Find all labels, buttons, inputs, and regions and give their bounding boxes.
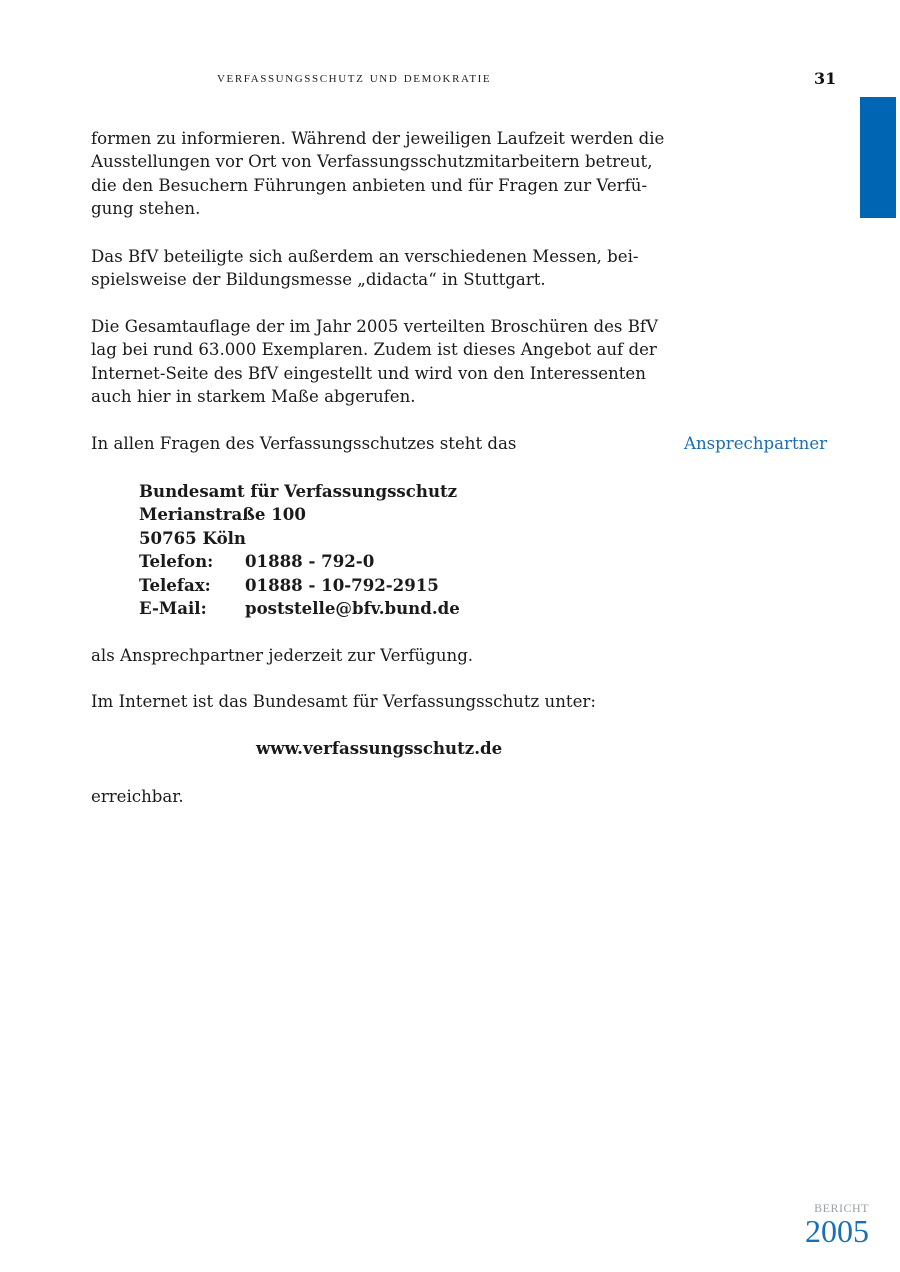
email-row	[139, 597, 460, 620]
text-line: Ausstellungen vor Ort von Verfassungsschutzmitarbeitern betreut,	[91, 152, 653, 172]
phone-label: Telefon:	[139, 551, 214, 572]
paragraph-contact-outro	[91, 644, 671, 667]
running-title: verfassungsschutz und demokratie	[217, 70, 492, 86]
text-line: als Ansprechpartner jederzeit zur Verfügung.	[91, 646, 474, 665]
fax-label: Telefax:	[139, 574, 211, 595]
email-label: E-Mail:	[139, 598, 207, 619]
text-line: Im Internet ist das Bundesamt für Verfassungsschutz unter:	[91, 692, 596, 711]
page-number: 31	[814, 69, 837, 88]
text-line: Internet-Seite des BfV eingestellt und wird von den Interessenten	[91, 363, 646, 383]
fax-number: 01888 - 10-792-2915	[245, 574, 439, 595]
text-line: Das BfV beteiligte sich außerdem an verschiedenen Messen, bei-	[91, 247, 639, 266]
paragraph-contact-intro	[91, 432, 671, 455]
email-address: poststelle@bfv.bund.de	[245, 598, 460, 619]
text-line: gung stehen.	[91, 199, 201, 219]
text-line: spielsweise der Bildungsmesse „didacta“ in Stuttgart.	[91, 270, 546, 290]
paragraph-brochures	[91, 315, 671, 409]
website-url: www.verfassungsschutz.de	[256, 738, 503, 758]
fax-row	[139, 574, 460, 597]
margin-note-contact: Ansprechpartner	[684, 434, 828, 453]
text-line: formen zu informieren. Während der jeweiligen Laufzeit werden die	[91, 129, 665, 148]
postal-city: 50765 Köln	[139, 527, 247, 548]
text-line: In allen Fragen des Verfassungsschutzes steht das	[91, 434, 517, 453]
report-logo-word: bericht	[814, 1197, 869, 1216]
phone-number: 01888 - 792-0	[245, 551, 375, 572]
report-logo	[797, 1197, 869, 1249]
phone-row	[139, 550, 460, 573]
chapter-tab-marker	[860, 97, 896, 218]
paragraph-reachable	[91, 785, 671, 808]
text-line: die den Besuchern Führungen anbieten und für Fragen zur Verfü-	[91, 175, 648, 195]
paragraph-internet	[91, 690, 671, 713]
text-line: auch hier in starkem Maße abgerufen.	[91, 387, 416, 407]
paragraph-exhibitions	[91, 127, 671, 221]
organization-name: Bundesamt für Verfassungsschutz	[139, 481, 458, 501]
text-line: lag bei rund 63.000 Exemplaren. Zudem ist dieses Angebot auf der	[91, 340, 657, 360]
text-line: erreichbar.	[91, 787, 184, 806]
report-logo-year: 2005	[805, 1213, 869, 1249]
contact-address-block	[139, 480, 460, 620]
paragraph-fairs	[91, 245, 671, 292]
text-line: Die Gesamtauflage der im Jahr 2005 verteilten Broschüren des BfV	[91, 317, 659, 336]
street-address: Merianstraße 100	[139, 504, 306, 525]
